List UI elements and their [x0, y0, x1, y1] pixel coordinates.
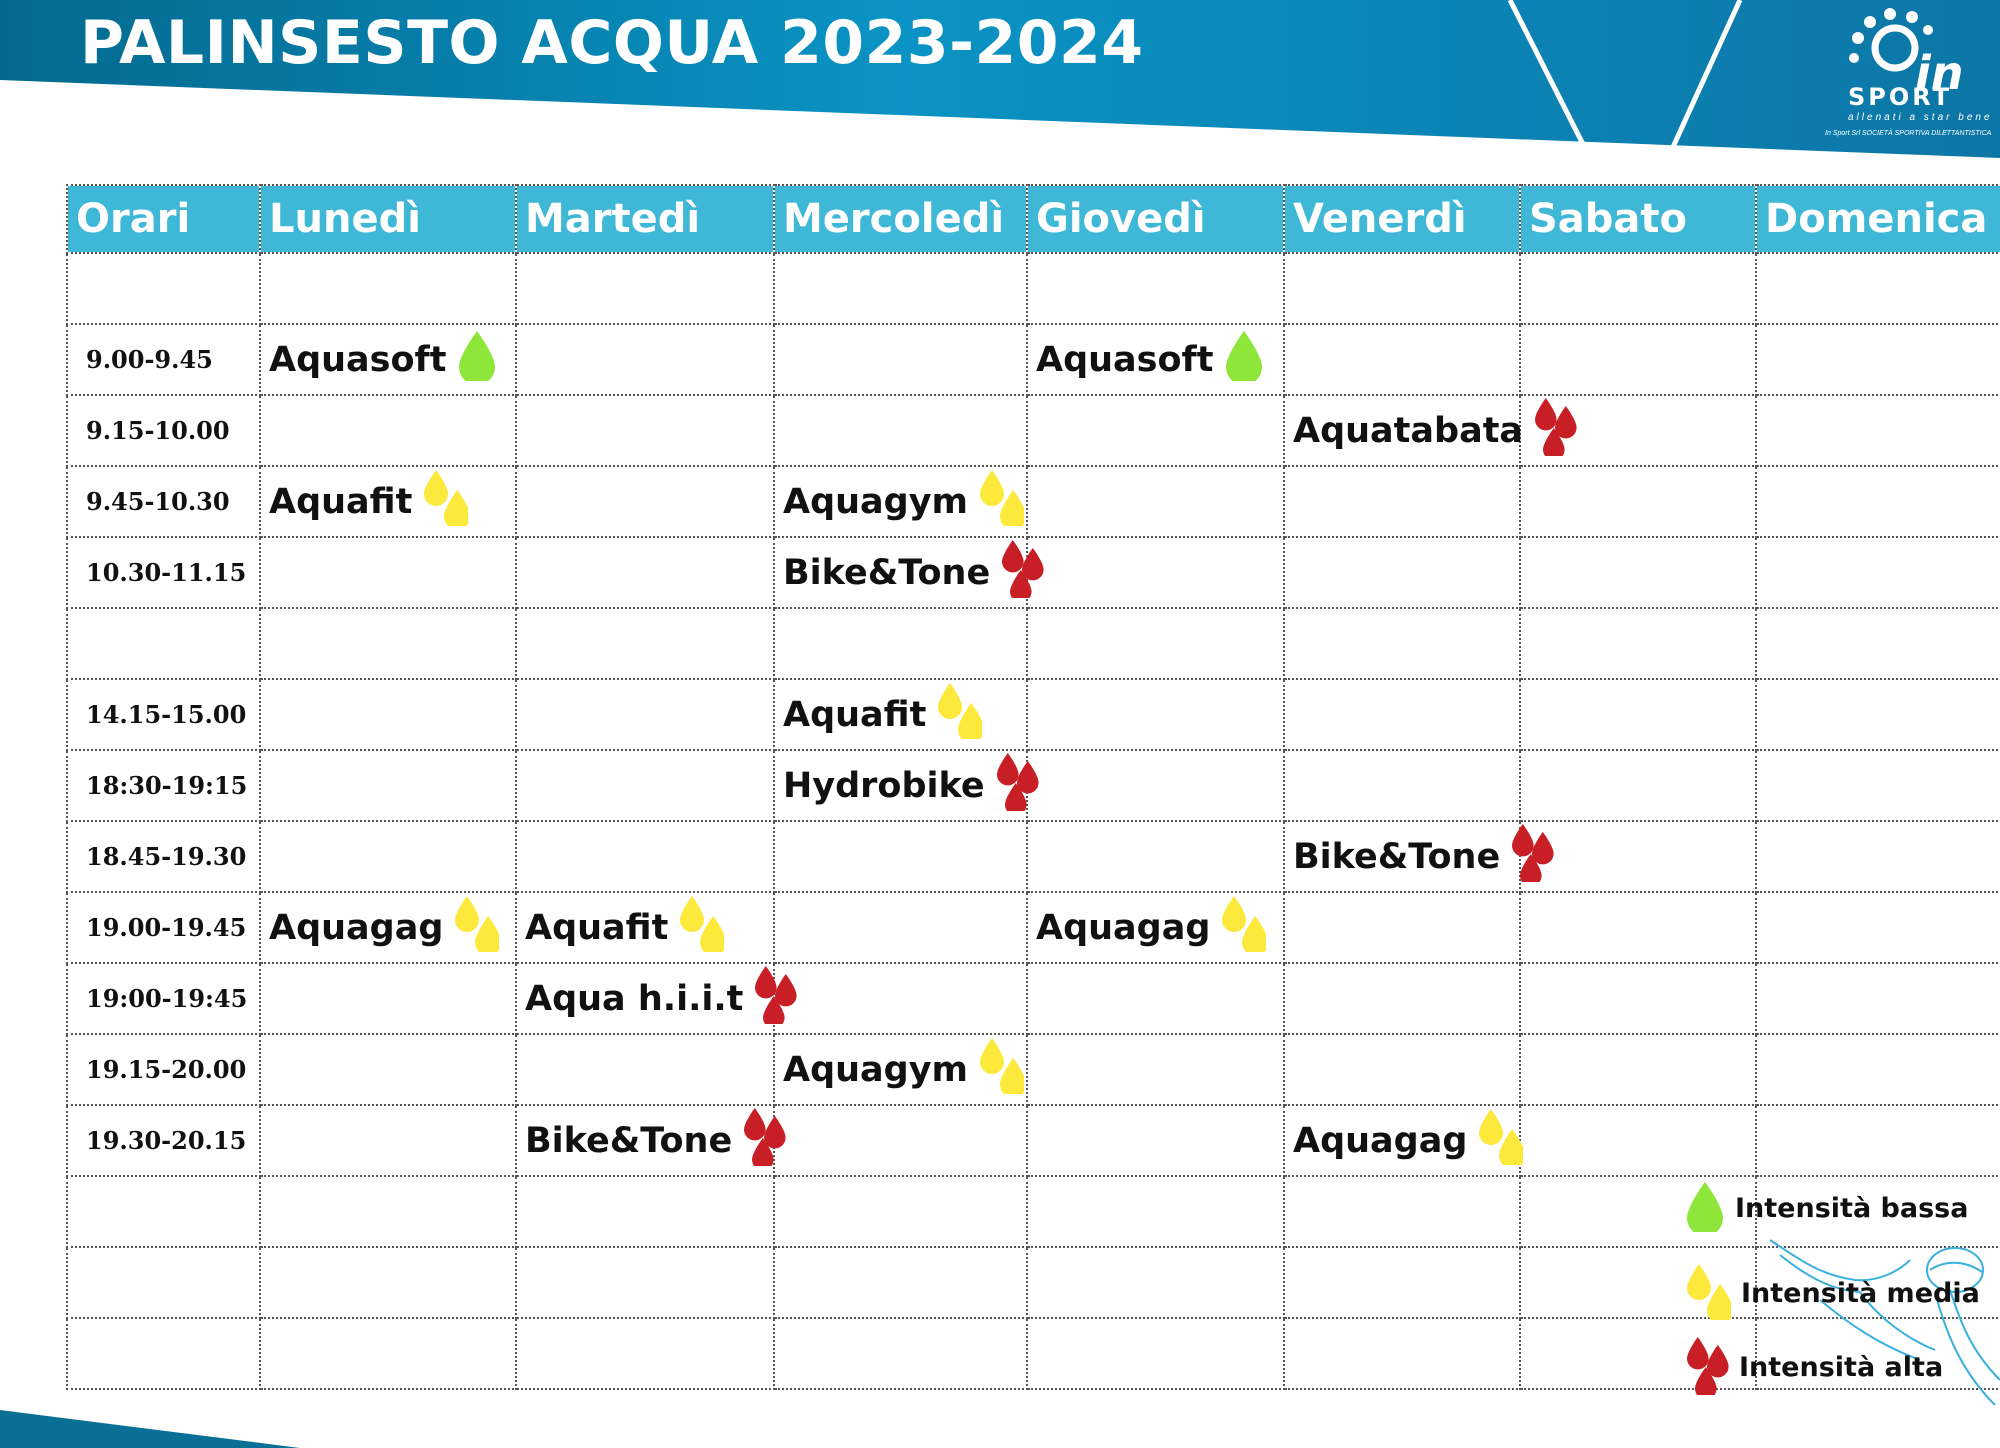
activity-name: Aquagag [1036, 907, 1211, 948]
time-slot-cell [67, 395, 260, 466]
schedule-cell-martedi [516, 679, 774, 750]
schedule-row [67, 324, 2000, 395]
schedule-cell-mercoledi [774, 395, 1027, 466]
schedule-cell-domenica [1756, 963, 2000, 1034]
schedule-cell-domenica [1756, 324, 2000, 395]
activity-entry [1285, 396, 1524, 465]
schedule-cell-lunedi [260, 1318, 516, 1389]
schedule-row [67, 679, 2000, 750]
activity-name: Aquasoft [1036, 339, 1214, 380]
schedule-cell-domenica [1756, 608, 2000, 679]
medium-intensity-drops-icon [1220, 894, 1266, 961]
activity-name: Aquatabata [1293, 410, 1524, 451]
activity-name: Bike&Tone [525, 1120, 733, 1161]
medium-intensity-drops-icon [978, 468, 1024, 535]
schedule-row [67, 821, 2000, 892]
logo-company: In Sport Srl SOCIETÀ SPORTIVA DILETTANTISTICA [1825, 130, 1992, 137]
schedule-cell-martedi [516, 750, 774, 821]
time-slot-cell [67, 466, 260, 537]
schedule-cell-martedi [516, 253, 774, 324]
schedule-cell-mercoledi [774, 537, 1027, 608]
legend-label-low: Intensità bassa [1735, 1193, 1969, 1224]
schedule-cell-giovedi [1027, 750, 1284, 821]
activity-name: Hydrobike [783, 765, 985, 806]
time-slot-cell [67, 608, 260, 679]
activity-name: Aquagym [783, 1049, 969, 1090]
schedule-cell-sabato [1520, 1105, 1756, 1176]
schedule-cell-venerdi [1284, 892, 1520, 963]
activity-name: Bike&Tone [783, 552, 991, 593]
activity-name: Aqua h.i.i.t [525, 978, 744, 1019]
activity-entry [1285, 822, 1519, 891]
schedule-cell-mercoledi [774, 466, 1027, 537]
schedule-cell-martedi [516, 1105, 774, 1176]
schedule-row [67, 253, 2000, 324]
schedule-cell-domenica [1756, 537, 2000, 608]
schedule-cell-mercoledi [774, 679, 1027, 750]
schedule-cell-sabato [1520, 608, 1756, 679]
schedule-cell-venerdi [1284, 679, 1520, 750]
time-slot-cell [67, 1318, 260, 1389]
time-slot-label: 19.15-20.00 [86, 1055, 247, 1084]
schedule-cell-lunedi [260, 1105, 516, 1176]
column-header-venerdi: Venerdì [1284, 185, 1520, 253]
schedule-cell-venerdi [1284, 395, 1524, 466]
time-slot-cell [67, 750, 260, 821]
activity-entry [775, 681, 1026, 748]
schedule-cell-lunedi [260, 750, 516, 821]
time-slot-cell [67, 1105, 260, 1176]
low-intensity-drop-icon [1685, 1180, 1725, 1237]
schedule-cell-lunedi [260, 1247, 516, 1318]
time-slot-cell [67, 963, 260, 1034]
schedule-cell-venerdi [1284, 537, 1520, 608]
legend-item-low [1685, 1180, 1968, 1237]
time-slot-cell [67, 1176, 260, 1247]
column-header-orari: Orari [67, 185, 260, 253]
schedule-cell-martedi [516, 395, 774, 466]
time-slot-label [68, 274, 86, 303]
time-slot-label: 18:30-19:15 [86, 771, 248, 800]
schedule-cell-giovedi [1027, 1318, 1284, 1389]
schedule-cell-domenica [1756, 253, 2000, 324]
logo-brand-in: in [1915, 46, 1964, 100]
schedule-cell-giovedi [1027, 1247, 1284, 1318]
activity-name: Aquafit [269, 481, 413, 522]
time-slot-cell [67, 1034, 260, 1105]
time-slot-cell [67, 537, 260, 608]
activity-entry [261, 329, 515, 390]
time-slot-label [68, 1268, 86, 1297]
column-header-mercoledi: Mercoledì [774, 185, 1027, 253]
schedule-row [67, 1034, 2000, 1105]
medium-intensity-drops-icon [453, 894, 499, 961]
schedule-cell-martedi [516, 608, 774, 679]
activity-name: Aquafit [783, 694, 927, 735]
schedule-cell-mercoledi [774, 1176, 1027, 1247]
schedule-cell-lunedi [260, 537, 516, 608]
schedule-cell-venerdi [1284, 963, 1520, 1034]
schedule-cell-venerdi [1284, 1247, 1520, 1318]
schedule-cell-martedi [516, 537, 774, 608]
schedule-cell-giovedi [1027, 1176, 1284, 1247]
activity-entry [775, 751, 1026, 820]
low-intensity-drops-icon [457, 329, 497, 390]
schedule-cell-mercoledi [774, 1105, 1027, 1176]
activity-entry [1028, 329, 1283, 390]
schedule-cell-martedi [516, 892, 774, 963]
time-slot-label [68, 1197, 86, 1226]
activity-entry [775, 1036, 1026, 1103]
schedule-cell-mercoledi [774, 1318, 1027, 1389]
activity-entry [517, 1106, 773, 1175]
legend-label-high: Intensità alta [1739, 1352, 1944, 1383]
legend-item-medium [1685, 1262, 1980, 1325]
time-slot-cell [67, 892, 260, 963]
schedule-cell-sabato [1520, 750, 1756, 821]
schedule-cell-giovedi [1027, 679, 1284, 750]
schedule-cell-lunedi [260, 253, 516, 324]
schedule-cell-giovedi [1027, 1105, 1284, 1176]
schedule-cell-mercoledi [774, 963, 1027, 1034]
medium-intensity-drops-icon [978, 1036, 1024, 1103]
medium-intensity-drops-icon [936, 681, 982, 748]
header-banner [0, 0, 2000, 180]
schedule-row [67, 537, 2000, 608]
schedule-cell-martedi [516, 466, 774, 537]
schedule-cell-giovedi [1027, 253, 1284, 324]
schedule-cell-sabato [1520, 395, 1756, 466]
schedule-cell-lunedi [260, 466, 516, 537]
schedule-cell-venerdi [1284, 1318, 1520, 1389]
schedule-cell-lunedi [260, 324, 516, 395]
activity-entry [775, 468, 1026, 535]
medium-intensity-drops-icon [678, 894, 724, 961]
time-slot-label: 19.30-20.15 [86, 1126, 247, 1155]
schedule-cell-mercoledi [774, 608, 1027, 679]
schedule-cell-domenica [1756, 466, 2000, 537]
schedule-cell-sabato [1520, 537, 1756, 608]
schedule-cell-martedi [516, 1318, 774, 1389]
medium-intensity-drops-icon [1477, 1107, 1523, 1174]
schedule-cell-sabato [1520, 963, 1756, 1034]
schedule-cell-sabato [1520, 253, 1756, 324]
schedule-cell-domenica [1756, 1105, 2000, 1176]
schedule-cell-sabato [1520, 466, 1756, 537]
time-slot-label: 19:00-19:45 [86, 984, 248, 1013]
schedule-cell-venerdi [1284, 1105, 1520, 1176]
low-intensity-drops-icon [1224, 329, 1264, 390]
time-slot-cell [67, 679, 260, 750]
schedule-cell-martedi [516, 324, 774, 395]
time-slot-label: 14.15-15.00 [86, 700, 247, 729]
medium-intensity-drops-icon [1685, 1262, 1731, 1325]
time-slot-label [68, 1339, 86, 1368]
schedule-cell-mercoledi [774, 324, 1027, 395]
activity-entry [517, 964, 773, 1033]
activity-entry [261, 894, 515, 961]
schedule-cell-giovedi [1027, 537, 1284, 608]
schedule-row [67, 1105, 2000, 1176]
schedule-cell-sabato [1520, 892, 1756, 963]
schedule-cell-sabato [1520, 679, 1756, 750]
page-title: PALINSESTO ACQUA 2023-2024 [80, 8, 1144, 78]
time-slot-cell [67, 253, 260, 324]
time-slot-label: 9.45-10.30 [86, 487, 230, 516]
schedule-cell-domenica [1756, 750, 2000, 821]
schedule-cell-mercoledi [774, 821, 1027, 892]
schedule-row [67, 963, 2000, 1034]
schedule-cell-giovedi [1027, 395, 1284, 466]
activity-entry [775, 538, 1026, 607]
schedule-cell-mercoledi [774, 750, 1027, 821]
schedule-cell-venerdi [1284, 1176, 1520, 1247]
schedule-cell-giovedi [1027, 466, 1284, 537]
schedule-cell-venerdi [1284, 750, 1520, 821]
schedule-row [67, 750, 2000, 821]
schedule-cell-domenica [1756, 821, 2000, 892]
schedule-cell-venerdi [1284, 466, 1520, 537]
activity-entry [1028, 894, 1283, 961]
schedule-cell-giovedi [1027, 1034, 1284, 1105]
activity-name: Aquagym [783, 481, 969, 522]
time-slot-cell [67, 821, 260, 892]
schedule-cell-lunedi [260, 1176, 516, 1247]
time-slot-label: 19.00-19.45 [86, 913, 247, 942]
logo-brand-sport: SPORT [1848, 83, 1953, 111]
schedule-row [67, 466, 2000, 537]
header-row [67, 185, 2000, 253]
activity-entry [517, 894, 773, 961]
footer-band [0, 1410, 2000, 1448]
schedule-cell-giovedi [1027, 324, 1284, 395]
intensity-legend [1685, 1180, 1995, 1405]
schedule-cell-giovedi [1027, 892, 1284, 963]
legend-item-high [1685, 1335, 1943, 1400]
schedule-cell-giovedi [1027, 821, 1284, 892]
activity-name: Aquagag [269, 907, 444, 948]
schedule-cell-venerdi [1284, 608, 1520, 679]
schedule-cell-lunedi [260, 963, 516, 1034]
schedule-cell-domenica [1756, 1034, 2000, 1105]
activity-name: Aquasoft [269, 339, 447, 380]
activity-name: Aquafit [525, 907, 669, 948]
column-header-giovedi: Giovedì [1027, 185, 1284, 253]
activity-entry [1285, 1107, 1519, 1174]
schedule-cell-giovedi [1027, 963, 1284, 1034]
schedule-row [67, 608, 2000, 679]
schedule-cell-mercoledi [774, 253, 1027, 324]
insport-logo [1820, 8, 2000, 148]
time-slot-cell [67, 1247, 260, 1318]
time-slot-label [68, 629, 86, 658]
legend-label-medium: Intensità media [1741, 1278, 1980, 1309]
schedule-cell-domenica [1756, 679, 2000, 750]
time-slot-cell [67, 324, 260, 395]
schedule-cell-lunedi [260, 821, 516, 892]
schedule-cell-domenica [1756, 892, 2000, 963]
medium-intensity-drops-icon [422, 468, 468, 535]
schedule-cell-martedi [516, 963, 774, 1034]
schedule-cell-sabato [1520, 324, 1756, 395]
activity-entry [261, 468, 515, 535]
schedule-cell-venerdi [1284, 821, 1520, 892]
activity-name: Bike&Tone [1293, 836, 1501, 877]
logo-tagline: allenati a star bene [1848, 112, 1993, 123]
schedule-cell-sabato [1520, 1034, 1756, 1105]
schedule-cell-lunedi [260, 892, 516, 963]
column-header-lunedi: Lunedì [260, 185, 516, 253]
time-slot-label: 18.45-19.30 [86, 842, 247, 871]
schedule-cell-venerdi [1284, 324, 1520, 395]
schedule-cell-lunedi [260, 679, 516, 750]
schedule-cell-lunedi [260, 395, 516, 466]
schedule-cell-martedi [516, 1176, 774, 1247]
column-header-sabato: Sabato [1520, 185, 1756, 253]
schedule-row [67, 892, 2000, 963]
schedule-cell-venerdi [1284, 253, 1520, 324]
time-slot-label: 9.15-10.00 [86, 416, 230, 445]
schedule-row [67, 395, 2000, 466]
schedule-cell-venerdi [1284, 1034, 1520, 1105]
schedule-cell-martedi [516, 1034, 774, 1105]
time-slot-label: 9.00-9.45 [86, 345, 213, 374]
schedule-cell-mercoledi [774, 1247, 1027, 1318]
schedule-cell-martedi [516, 1247, 774, 1318]
schedule-cell-domenica [1756, 395, 2000, 466]
schedule-cell-mercoledi [774, 892, 1027, 963]
high-intensity-drops-icon [1685, 1335, 1729, 1400]
column-header-domenica: Domenica [1756, 185, 2000, 253]
schedule-cell-mercoledi [774, 1034, 1027, 1105]
time-slot-label: 10.30-11.15 [86, 558, 247, 587]
schedule-cell-lunedi [260, 608, 516, 679]
schedule-cell-sabato [1520, 821, 1756, 892]
schedule-cell-giovedi [1027, 608, 1284, 679]
activity-name: Aquagag [1293, 1120, 1468, 1161]
column-header-martedi: Martedì [516, 185, 774, 253]
schedule-cell-lunedi [260, 1034, 516, 1105]
schedule-cell-martedi [516, 821, 774, 892]
